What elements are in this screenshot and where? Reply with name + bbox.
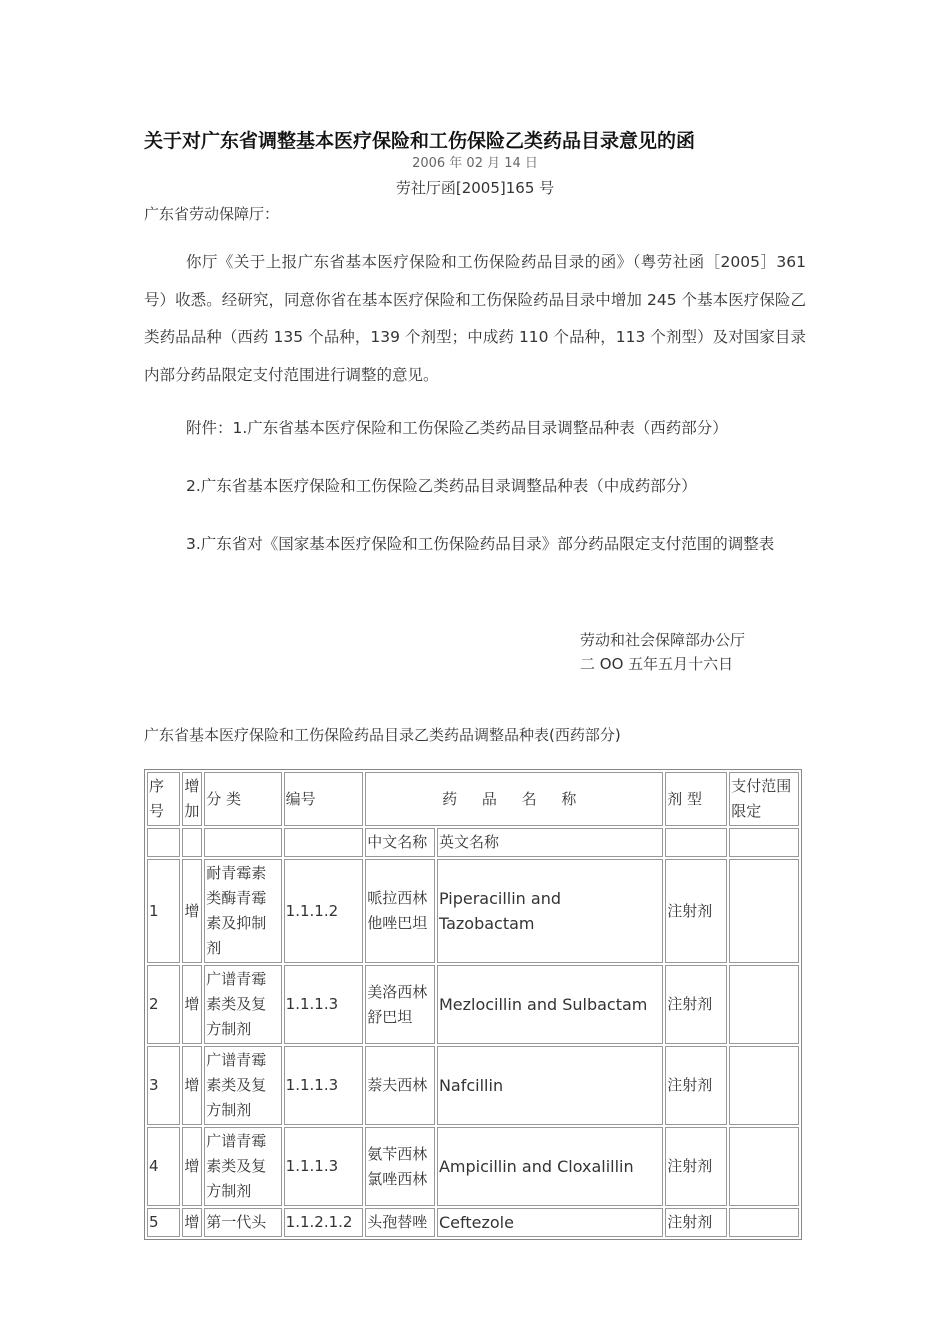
row-cn-name: 氨苄西林氯唑西林 [365, 1127, 435, 1206]
header-add: 增加 [182, 772, 202, 826]
header-code: 编号 [284, 772, 364, 826]
empty-cell [284, 828, 364, 857]
body-paragraph: 你厅《关于上报广东省基本医疗保险和工伤保险药品目录的函》（粤劳社函［2005］361 号）收悉。经研究，同意你省在基本医疗保险和工伤保险药品目录中增加 245 个基本医疗保险乙类药品品种（西药 135 个品种，139 个剂型；中成药 110 个品种，113 个剂型）及对国家目录内部分药品限定支付范围进行调整的意见。 [144, 253, 806, 384]
document-date: 2006 年 02 月 14 日 [412, 156, 538, 171]
header-category: 分 类 [204, 772, 281, 826]
row-payment [729, 1127, 799, 1206]
row-cn-name: 美洛西林舒巴坦 [365, 965, 435, 1044]
row-payment [729, 1046, 799, 1125]
row-form: 注射剂 [665, 1208, 727, 1237]
attachment-3: 3.广东省对《国家基本医疗保险和工伤保险药品目录》部分药品限定支付范围的调整表 [186, 535, 775, 553]
table-subheader-row [147, 828, 799, 857]
header-payment: 支付范围限定 [729, 772, 799, 826]
row-form: 注射剂 [665, 965, 727, 1044]
row-category: 广谱青霉素类及复方制剂 [204, 1127, 281, 1206]
header-en-name: 英文名称 [437, 828, 663, 857]
drug-table [144, 769, 802, 1240]
header-form: 剂 型 [665, 772, 727, 826]
signer: 劳动和社会保障部办公厅 [580, 631, 746, 649]
row-payment [729, 859, 799, 963]
row-code: 1.1.2.1.2 [284, 1208, 364, 1237]
sign-date: 二 OO 五年五月十六日 [580, 655, 734, 673]
table-row [147, 859, 799, 963]
document-title: 关于对广东省调整基本医疗保险和工伤保险乙类药品目录意见的函 [144, 130, 696, 152]
row-form: 注射剂 [665, 1127, 727, 1206]
empty-cell [182, 828, 202, 857]
attachment-2: 2.广东省基本医疗保险和工伤保险乙类药品目录调整品种表（中成药部分） [186, 477, 697, 495]
header-seq: 序号 [147, 772, 180, 826]
row-seq: 2 [147, 965, 180, 1044]
table-row [147, 1127, 799, 1206]
row-cn-name: 头孢替唑 [365, 1208, 435, 1237]
row-en-name: Ampicillin and Cloxalillin [437, 1127, 663, 1206]
row-code: 1.1.1.3 [284, 1127, 364, 1206]
row-category: 广谱青霉素类及复方制剂 [204, 1046, 281, 1125]
row-cn-name: 哌拉西林他唑巴坦 [365, 859, 435, 963]
empty-cell [665, 828, 727, 857]
row-category: 广谱青霉素类及复方制剂 [204, 965, 281, 1044]
row-code: 1.1.1.3 [284, 965, 364, 1044]
row-en-name: Mezlocillin and Sulbactam [437, 965, 663, 1044]
row-category: 耐青霉素类酶青霉素及抑制剂 [204, 859, 281, 963]
header-cn-name: 中文名称 [365, 828, 435, 857]
row-cn-name: 萘夫西林 [365, 1046, 435, 1125]
row-seq: 1 [147, 859, 180, 963]
document-number: 劳社厅函[2005]165 号 [395, 179, 555, 197]
row-seq: 4 [147, 1127, 180, 1206]
row-add: 增 [182, 1046, 202, 1125]
row-add: 增 [182, 859, 202, 963]
row-category: 第一代头 [204, 1208, 281, 1237]
row-code: 1.1.1.2 [284, 859, 364, 963]
row-add: 增 [182, 1127, 202, 1206]
row-add: 增 [182, 1208, 202, 1237]
table-row [147, 965, 799, 1044]
row-form: 注射剂 [665, 1046, 727, 1125]
row-form: 注射剂 [665, 859, 727, 963]
header-drug-name: 药 品 名 称 [365, 772, 663, 826]
row-code: 1.1.1.3 [284, 1046, 364, 1125]
row-payment [729, 965, 799, 1044]
row-en-name: Ceftezole [437, 1208, 663, 1237]
table-row [147, 1208, 799, 1237]
empty-cell [147, 828, 180, 857]
attachment-1: 附件：1.广东省基本医疗保险和工伤保险乙类药品目录调整品种表（西药部分） [186, 419, 728, 437]
table-row [147, 1046, 799, 1125]
row-add: 增 [182, 965, 202, 1044]
empty-cell [204, 828, 281, 857]
row-payment [729, 1208, 799, 1237]
recipient: 广东省劳动保障厅： [144, 205, 280, 223]
table-header-row [147, 772, 799, 826]
row-en-name: Piperacillin and Tazobactam [437, 859, 663, 963]
row-seq: 3 [147, 1046, 180, 1125]
table-caption: 广东省基本医疗保险和工伤保险药品目录乙类药品调整品种表(西药部分) [144, 726, 621, 744]
row-en-name: Nafcillin [437, 1046, 663, 1125]
empty-cell [729, 828, 799, 857]
row-seq: 5 [147, 1208, 180, 1237]
